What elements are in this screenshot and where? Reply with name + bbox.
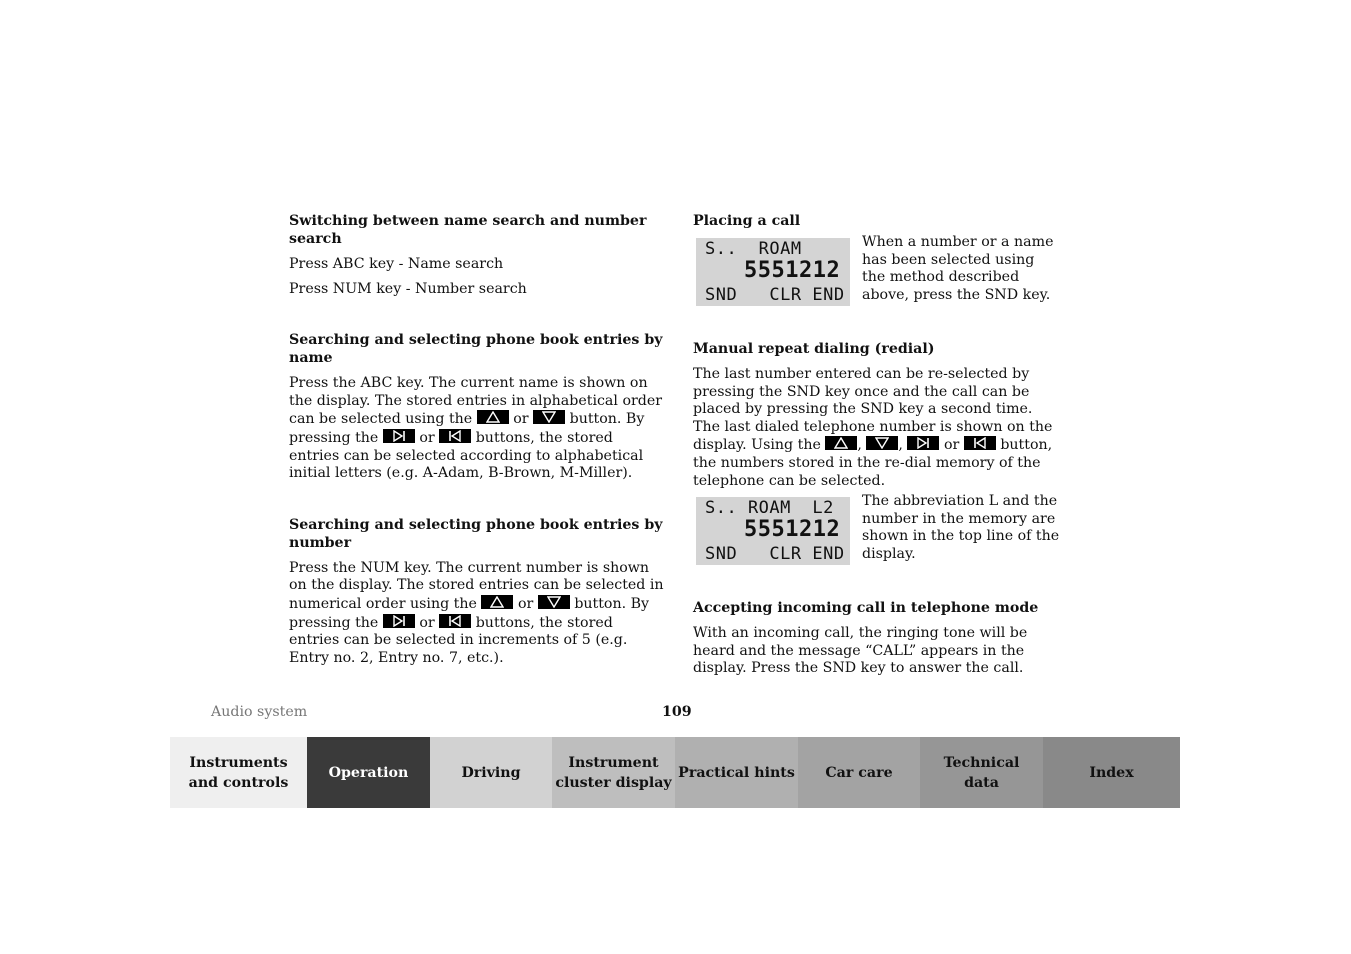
section-title-by-name: Searching and selecting phone book entries by name [289,332,663,367]
skip-forward-icon [907,436,939,450]
lcd-line-1: S.. ROAM L2 [705,498,834,519]
down-arrow-icon [533,410,565,424]
placing-call-text: When a number or a name has been selected using the method described above, press the SND key. [862,234,1054,303]
section-title-redial: Manual repeat dialing (redial) [693,341,935,357]
section-name: Audio system [211,704,308,720]
up-arrow-icon [825,436,857,450]
page-number: 109 [662,704,692,720]
tab-index[interactable]: Index [1043,737,1180,808]
left-column [289,212,664,674]
skip-forward-icon [383,429,415,443]
by-number-paragraph: Press the NUM key. The current number is shown on the display. The stored entries can be selected in numerical order using the or button. By pressing the or buttons, the stored entries can be selected in increments of 5 (e.g. Entry no. 2, Entry no. 7, etc.). [289,559,664,666]
section-title-by-number: Searching and selecting phone book entries by number [289,516,663,551]
right-column [693,212,1063,685]
section-title-switching: Switching between name search and number search [289,213,647,247]
tab-driving[interactable]: Driving [430,737,552,808]
lcd-line-3: SND CLR END [705,285,845,305]
skip-back-icon [964,436,996,450]
section-title-placing-call: Placing a call [693,213,801,229]
skip-forward-icon [383,614,415,628]
up-arrow-icon [477,410,509,424]
lcd-display-redial [696,497,850,565]
skip-back-icon [439,429,471,443]
incoming-call-paragraph: With an incoming call, the ringing tone will be heard and the message “CALL” appears in the display. Press the SND key to answer the call. [693,625,1028,677]
num-key-text: Press NUM key - Number search [289,280,527,297]
redial-display-text: The abbreviation L and the number in the memory are shown in the top line of the display. [862,493,1060,562]
lcd-line-3: SND CLR END [705,544,845,565]
up-arrow-icon [481,595,513,609]
tab-instruments-and-controls[interactable]: Instruments and controls [170,737,307,808]
lcd-line-1: S.. ROAM [705,239,802,259]
tab-instrument-cluster-display[interactable]: Instrument cluster display [552,737,675,808]
section-title-incoming-call: Accepting incoming call in telephone mode [693,600,1039,617]
lcd-line-2: 5551212 [744,258,841,283]
by-name-paragraph: Press the ABC key. The current name is shown on the display. The stored entries in alphabetical order can be selected using the or button. By pressing the or buttons, the stored entries can be selected according to alphabetical initial letters (e.g. A-Adam, B-Brown, M-Miller). [289,375,663,482]
tab-practical-hints[interactable]: Practical hints [675,737,798,808]
tab-operation[interactable]: Operation [307,737,430,808]
tab-technical-data[interactable]: Technical data [920,737,1043,808]
down-arrow-icon [538,595,570,609]
lcd-display-placing-call [696,238,850,306]
redial-paragraph: The last number entered can be re-selected by pressing the SND key once and the call can be placed by pressing the SND key a second time. The last dialed telephone number is shown on the display. Using the , , or button, the numbers stored in the re-dial memory of the telephone can be selected. [693,366,1053,489]
chapter-tabs [170,737,1180,808]
skip-back-icon [439,614,471,628]
lcd-line-2: 5551212 [744,517,841,543]
down-arrow-icon [866,436,898,450]
tab-car-care[interactable]: Car care [798,737,920,808]
abc-key-text: Press ABC key - Name search [289,256,504,272]
